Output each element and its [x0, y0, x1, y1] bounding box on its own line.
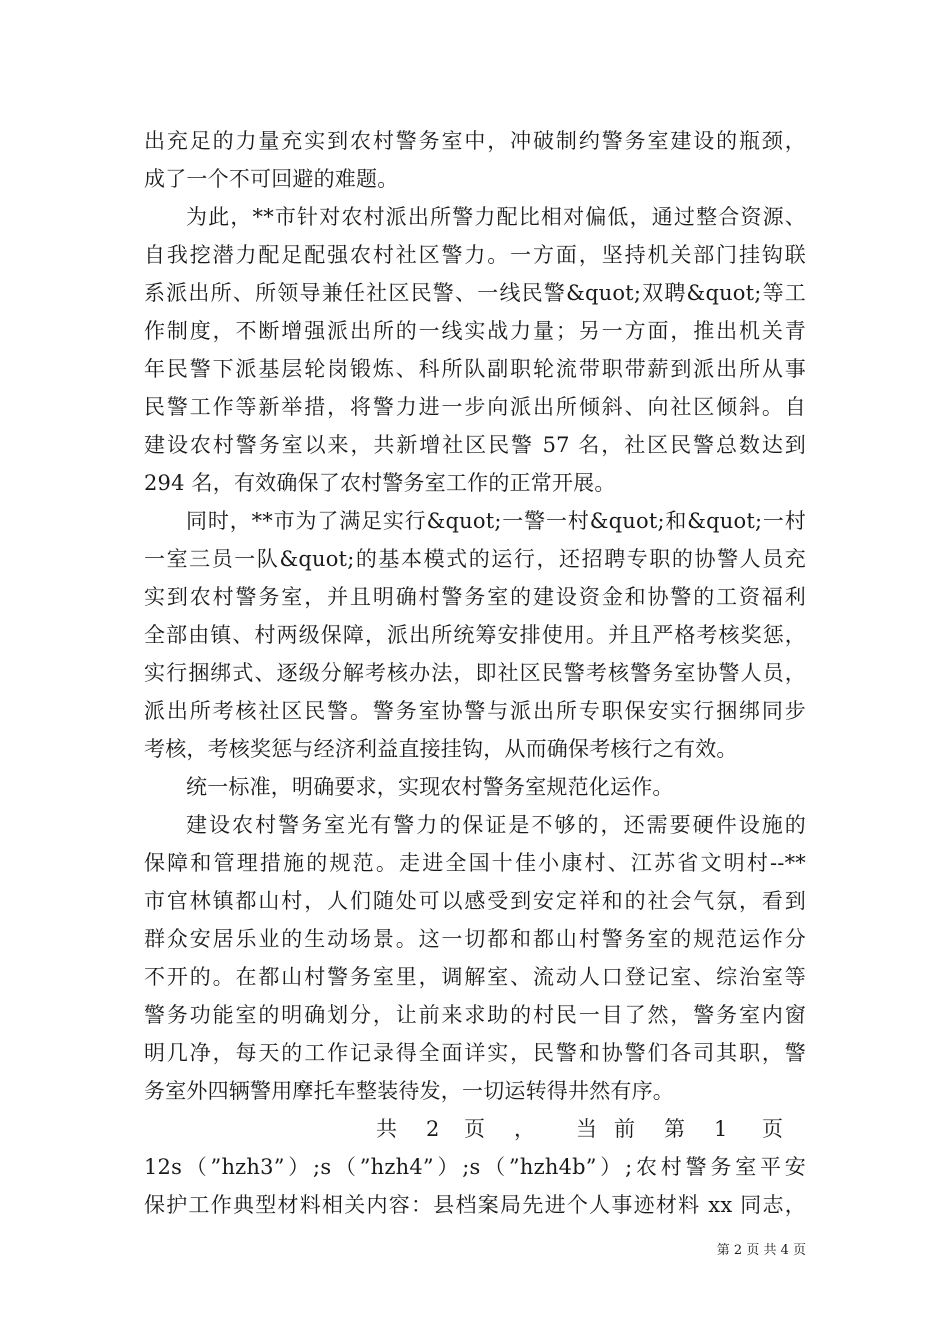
page-indicator-line [144, 1110, 806, 1148]
text-line: 实行捆绑式、逐级分解考核办法，即社区民警考核警务室协警人员， [144, 661, 806, 685]
text-line: 群众安居乐业的生动场景。这一切都和都山村警务室的规范运作分 [144, 927, 806, 951]
text-line: 一室三员一队&quot;的基本模式的运行，还招聘专职的协警人员充 [144, 547, 806, 571]
text-line: 同时，**市为了满足实行&quot;一警一村&quot;和&quot;一村 [186, 509, 806, 533]
text-line: 务室外四辆警用摩托车整装待发，一切运转得井然有序。 [144, 1079, 674, 1103]
text-line: 作制度，不断增强派出所的一线实战力量；另一方面，推出机关青 [144, 319, 806, 343]
text-line: 民警工作等新举措，将警力进一步向派出所倾斜、向社区倾斜。自 [144, 395, 806, 419]
text-line: 成了一个不可回避的难题。 [144, 167, 399, 191]
page-indicator-char: 当 [576, 1117, 597, 1141]
text-line: 出充足的力量充实到农村警务室中，冲破制约警务室建设的瓶颈， [144, 129, 806, 153]
text-line: 保障和管理措施的规范。走进全国十佳小康村、江苏省文明村--** [144, 851, 806, 875]
text-line: 明几净，每天的工作记录得全面详实，民警和协警们各司其职，警 [144, 1041, 806, 1065]
page-indicator-char: 共 [376, 1117, 397, 1141]
text-line: 保护工作典型材料相关内容：县档案局先进个人事迹材料 xx 同志， [144, 1193, 806, 1217]
page-indicator-char: 2 [426, 1117, 440, 1141]
document-body [144, 122, 806, 1224]
text-line: 年民警下派基层轮岗锻炼、科所队副职轮流带职带薪到派出所从事 [144, 357, 806, 381]
text-line: 考核，考核奖惩与经济利益直接挂钩，从而确保考核行之有效。 [144, 737, 738, 761]
text-line: 警务功能室的明确划分，让前来求助的村民一目了然，警务室内窗 [144, 1003, 806, 1027]
text-line: 为此，**市针对农村派出所警力配比相对偏低，通过整合资源、 [186, 205, 806, 229]
text-line: 系派出所、所领导兼任社区民警、一线民警&quot;双聘&quot;等工 [144, 281, 806, 305]
text-line: 建设农村警务室以来，共新增社区民警 57 名，社区民警总数达到 [144, 433, 806, 457]
text-line: 不开的。在都山村警务室里，调解室、流动人口登记室、综治室等 [144, 965, 806, 989]
text-line: 统一标准，明确要求，实现农村警务室规范化运作。 [186, 775, 674, 799]
page-footer: 第 2 页 共 4 页 [716, 1243, 806, 1258]
page-indicator-char: 页 [464, 1117, 485, 1141]
text-line: 市官林镇都山村，人们随处可以感受到安定祥和的社会气氛，看到 [144, 889, 806, 913]
text-line: 全部由镇、村两级保障，派出所统筹安排使用。并且严格考核奖惩， [144, 623, 806, 647]
page-indicator-char: 页 [762, 1117, 783, 1141]
text-line: 12s（”hzh3”）;s（”hzh4”）;s（”hzh4b”）;农村警务室平安 [144, 1155, 806, 1179]
page-indicator-char: 第 [664, 1117, 685, 1141]
page-indicator-char: ， [514, 1117, 535, 1141]
text-line: 294 名，有效确保了农村警务室工作的正常开展。 [144, 471, 616, 495]
page-indicator-char: 前 [614, 1117, 635, 1141]
page-indicator-char: 1 [714, 1117, 728, 1141]
text-line: 派出所考核社区民警。警务室协警与派出所专职保安实行捆绑同步 [144, 699, 806, 723]
text-line: 实到农村警务室，并且明确村警务室的建设资金和协警的工资福利 [144, 585, 806, 609]
text-line: 建设农村警务室光有警力的保证是不够的，还需要硬件设施的 [186, 813, 806, 837]
text-line: 自我挖潜力配足配强农村社区警力。一方面，坚持机关部门挂钩联 [144, 243, 806, 267]
